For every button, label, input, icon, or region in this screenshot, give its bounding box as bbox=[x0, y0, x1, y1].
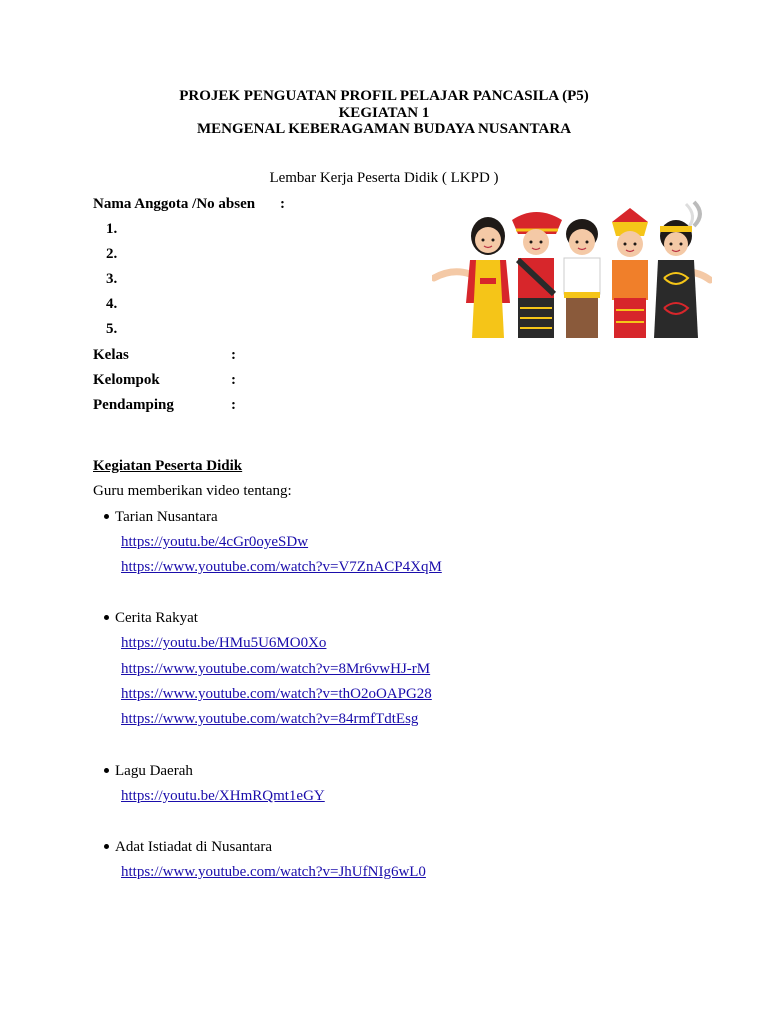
document-header bbox=[0, 88, 768, 138]
child-4-figure bbox=[612, 208, 648, 338]
bullet-item-adat bbox=[104, 839, 272, 856]
member-4: 4. bbox=[106, 296, 118, 312]
pendamping-label: Pendamping bbox=[93, 397, 174, 413]
bullet-item-lagu bbox=[104, 763, 193, 780]
bullet-label: Tarian Nusantara bbox=[115, 509, 218, 525]
kelompok-colon: : bbox=[231, 372, 236, 388]
bullet-icon bbox=[104, 844, 109, 849]
bullet-label: Cerita Rakyat bbox=[115, 610, 198, 626]
bullet-label: Lagu Daerah bbox=[115, 763, 193, 779]
video-link[interactable]: https://www.youtube.com/watch?v=8Mr6vwHJ-rM bbox=[121, 661, 431, 677]
activity-intro-text: Guru memberikan video tentang: bbox=[93, 483, 292, 499]
member-5: 5. bbox=[106, 321, 118, 337]
bullet-icon bbox=[104, 768, 109, 773]
activity-section-title: Kegiatan Peserta Didik bbox=[93, 458, 243, 474]
video-link[interactable]: https://www.youtube.com/watch?v=thO2oOAPG28 bbox=[121, 686, 432, 702]
nama-anggota-colon: : bbox=[280, 196, 285, 212]
video-link[interactable]: https://youtu.be/HMu5U6MO0Xo bbox=[121, 635, 327, 651]
bullet-label: Adat Istiadat di Nusantara bbox=[115, 839, 273, 855]
header-line-2: KEGIATAN 1 bbox=[338, 104, 430, 121]
child-3-figure bbox=[564, 219, 600, 338]
video-link[interactable]: https://www.youtube.com/watch?v=JhUfNIg6wL0 bbox=[121, 864, 426, 880]
kelas-colon: : bbox=[231, 347, 236, 363]
lkpd-title: Lembar Kerja Peserta Didik ( LKPD ) bbox=[269, 170, 499, 186]
bullet-item-tarian bbox=[104, 509, 218, 526]
bullet-icon bbox=[104, 514, 109, 519]
kelas-label: Kelas bbox=[93, 347, 129, 363]
video-link[interactable]: https://youtu.be/XHmRQmt1eGY bbox=[121, 788, 325, 804]
header-line-1: PROJEK PENGUATAN PROFIL PELAJAR PANCASILA (P5) bbox=[179, 88, 589, 104]
pendamping-colon: : bbox=[231, 397, 236, 413]
kelompok-label: Kelompok bbox=[93, 372, 160, 388]
nama-anggota-label: Nama Anggota /No absen bbox=[93, 196, 256, 212]
traditional-costume-children-illustration bbox=[432, 198, 712, 344]
child-5-figure bbox=[654, 202, 700, 338]
child-1-figure bbox=[466, 217, 510, 338]
bullet-icon bbox=[104, 615, 109, 620]
video-link[interactable]: https://www.youtube.com/watch?v=V7ZnACP4XqM bbox=[121, 559, 442, 575]
video-link[interactable]: https://www.youtube.com/watch?v=84rmfTdtEsg bbox=[121, 711, 419, 727]
child-2-figure bbox=[512, 212, 562, 338]
member-1: 1. bbox=[106, 221, 118, 237]
member-2: 2. bbox=[106, 246, 118, 262]
bullet-item-cerita bbox=[104, 610, 198, 627]
member-3: 3. bbox=[106, 271, 118, 287]
video-link[interactable]: https://youtu.be/4cGr0oyeSDw bbox=[121, 534, 309, 550]
header-line-3: MENGENAL KEBERAGAMAN BUDAYA NUSANTARA bbox=[196, 121, 572, 137]
